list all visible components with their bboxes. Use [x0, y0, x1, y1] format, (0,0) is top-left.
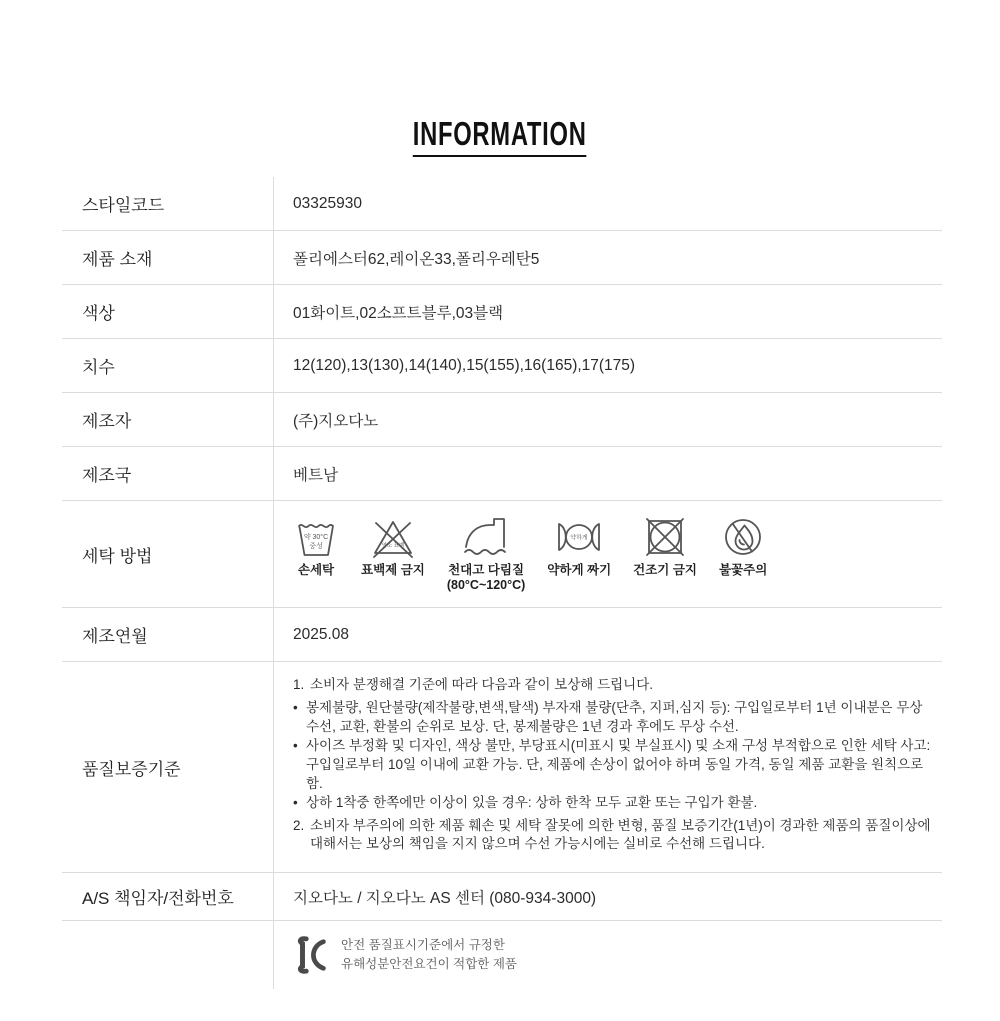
row-label: 제조연월 [82, 627, 148, 647]
care-caption: 건조기 금지 [633, 562, 698, 577]
no-tumble-dry-icon [641, 515, 689, 559]
row-as-contact [62, 873, 942, 921]
kc-mark-icon [293, 933, 331, 977]
svg-text:약 30°C: 약 30°C [303, 533, 329, 541]
svg-text:약하게: 약하게 [570, 535, 588, 542]
row-style-code [62, 177, 942, 231]
row-label: 스타일코드 [82, 196, 165, 216]
care-item-iron [447, 515, 525, 594]
care-item-no-tumble-dry [633, 515, 697, 579]
row-label: 품질보증기준 [82, 759, 181, 779]
row-country [62, 447, 942, 501]
row-label: 치수 [82, 358, 115, 378]
title-section [0, 0, 1000, 157]
row-label: 제조자 [82, 412, 132, 432]
wring-gently-icon [552, 515, 606, 559]
row-label: 색상 [82, 304, 115, 324]
care-item-wring [547, 515, 611, 579]
row-label: 제조국 [82, 466, 132, 486]
care-item-no-flame [719, 515, 767, 579]
row-material [62, 231, 942, 285]
row-value: (주)지오다노 [293, 412, 379, 430]
care-item-no-bleach [361, 515, 425, 579]
care-icons [273, 515, 942, 594]
quality-item: • 사이즈 부정확 및 디자인, 색상 불만, 부당표시(미표시 및 부실표시) 및 소재 구성 부적합으로 인한 세탁 사고: 구입일로부터 10일 이내에 교환 가능. 단, 제품에 손상이 없어야 하며 동일 가격, 동일 제품 교환을 원칙으로 함. [293, 737, 931, 791]
quality-guarantee-text [273, 662, 942, 872]
care-item-hand-wash [293, 515, 339, 579]
care-caption: 손세탁 [297, 562, 335, 577]
row-size [62, 339, 942, 393]
kc-text: 안전 품질표시기준에서 규정한 유해성분안전요건이 적합한 제품 [341, 937, 517, 972]
row-label: 세탁 방법 [82, 546, 153, 566]
row-value: 지오다노 / 지오다노 AS 센터 (080-934-3000) [293, 889, 597, 907]
no-open-flame-icon [720, 515, 766, 559]
no-bleach-icon [368, 515, 418, 559]
row-value: 폴리에스터62,레이온33,폴리우레탄5 [293, 250, 540, 268]
quality-item: 1. 소비자 분쟁해결 기준에 따라 다음과 같이 보상해 드립니다. [293, 677, 653, 693]
row-manufacture-date [62, 608, 942, 662]
care-caption: 천대고 다림질 (80°C~120°C) [446, 562, 526, 593]
row-quality-guarantee [62, 662, 942, 873]
quality-item: 2. 소비자 부주의에 의한 제품 훼손 및 세탁 잘못에 의한 변형, 품질 보증기간(1년)이 경과한 제품의 품질이상에 대해서는 보상의 책임을 지지 않으며 수선 가능시에는 실비로 수선해 드립니다. [293, 817, 931, 852]
hand-wash-icon [293, 515, 339, 559]
quality-item: • 상하 1착중 한쪽에만 이상이 있을 경우: 상하 한착 모두 교환 또는 구입가 환불. [293, 794, 758, 810]
info-table [62, 177, 942, 989]
row-manufacturer [62, 393, 942, 447]
row-value: 베트남 [293, 466, 338, 484]
care-caption: 불꽃주의 [719, 562, 768, 577]
row-value: 2025.08 [293, 625, 350, 643]
row-wash-method [62, 501, 942, 608]
iron-limit-icon [462, 515, 510, 559]
kc-certification [273, 933, 942, 977]
care-caption: 약하게 짜기 [547, 562, 612, 577]
row-value: 12(120),13(130),14(140),15(155),16(165),17(175) [293, 356, 636, 374]
row-kc-certification [62, 921, 942, 989]
row-label: A/S 책임자/전화번호 [82, 889, 234, 909]
page-title: INFORMATION [413, 116, 587, 157]
row-value: 01화이트,02소프트블루,03블랙 [293, 304, 504, 322]
quality-item: • 봉제불량, 원단불량(제작불량,변색,탈색) 부자재 불량(단추, 지퍼,심지 등): 구입일로부터 1년 이내분은 무상수선, 교환, 환불의 순위로 보상. 단, 봉제불량은 1년 경과 후에도 무상 수선. [293, 700, 923, 735]
svg-text:염소 표백: 염소 표백 [381, 542, 405, 549]
svg-text:중성: 중성 [309, 542, 323, 550]
row-value: 03325930 [293, 194, 362, 212]
row-color [62, 285, 942, 339]
row-label: 제품 소재 [82, 250, 153, 270]
care-caption: 표백제 금지 [361, 562, 425, 577]
